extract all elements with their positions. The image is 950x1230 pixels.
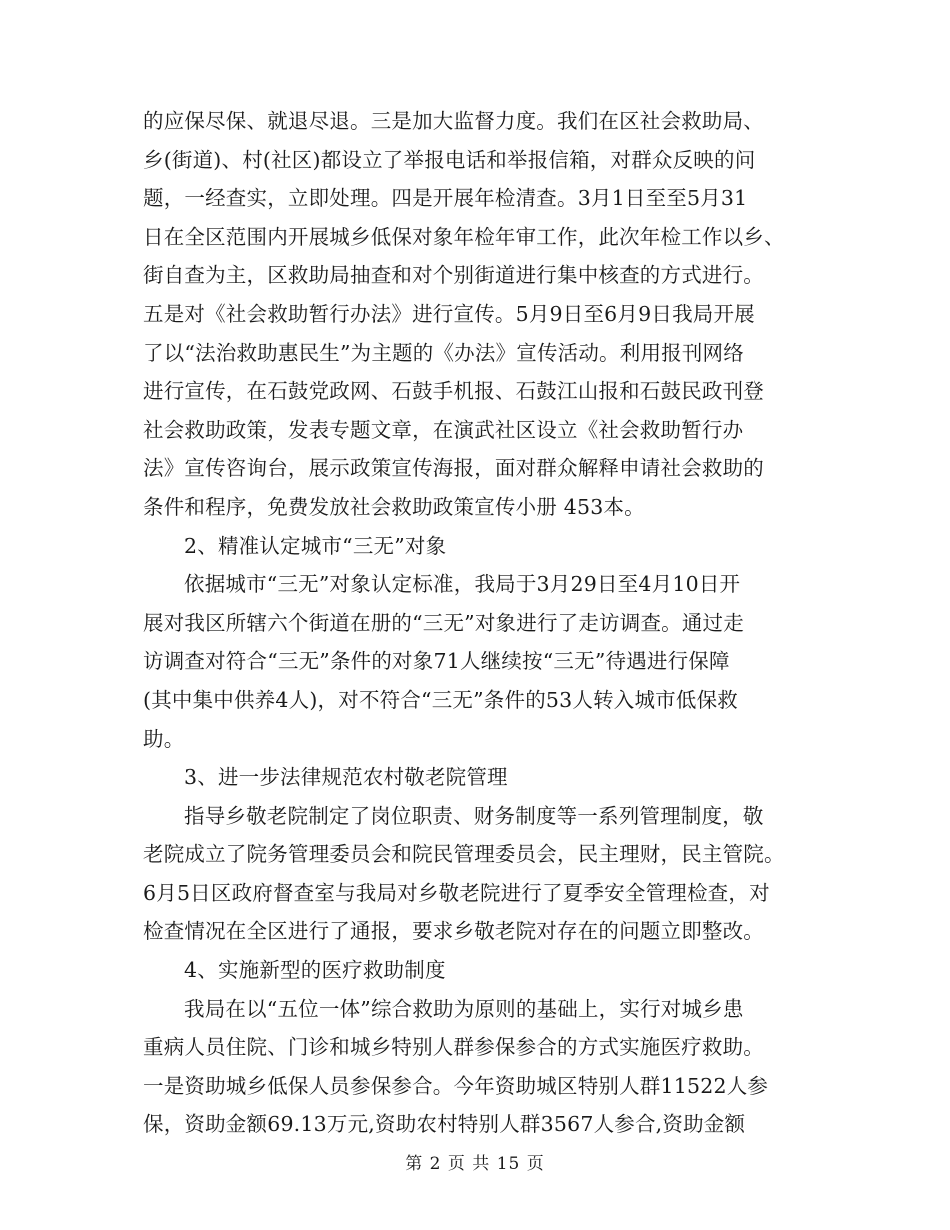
text-line: 展对我区所辖六个街道在册的“三无”对象进行了走访调查。通过走 [143,610,744,635]
text-line: 了以“法治救助惠民生”为主题的《办法》宣传活动。利用报刊网络 [143,340,744,365]
text-line: 老院成立了院务管理委员会和院民管理委员会，民主理财，民主管院。 [143,842,785,867]
text-line: 街自查为主，区救助局抽查和对个别街道进行集中核查的方式进行。 [143,263,764,288]
text-line: 3、进一步法律规范农村敬老院管理 [184,765,508,790]
text-line: 日在全区范围内开展城乡低保对象年检年审工作，此次年检工作以乡、 [143,224,785,249]
text-line: 条件和程序，免费发放社会救助政策宣传小册 453本。 [143,494,645,519]
text-line: 法》宣传咨询台，展示政策宣传海报，面对群众解释申请社会救助的 [143,456,764,481]
text-line: 进行宣传，在石鼓党政网、石鼓手机报、石鼓江山报和石鼓民政刊登 [143,379,764,404]
document-body [143,102,803,1144]
text-line: 题，一经查实，立即处理。四是开展年检清查。3月1日至至5月31 [143,186,748,211]
text-line: 指导乡敬老院制定了岗位职责、财务制度等一系列管理制度，敬 [184,803,764,828]
text-line: 五是对《社会救助暂行办法》进行宣传。5月9日至6月9日我局开展 [143,301,755,326]
text-line: 的应保尽保、就退尽退。三是加大监督力度。我们在区社会救助局、 [143,109,764,133]
text-line: 乡(街道)、村(社区)都设立了举报电话和举报信箱，对群众反映的问 [143,147,756,172]
text-line: 社会救助政策，发表专题文章，在演武社区设立《社会救助暂行办 [143,417,744,442]
text-line: 我局在以“五位一体”综合救助为原则的基础上，实行对城乡患 [184,996,744,1021]
text-line: 2、精准认定城市“三无”对象 [184,533,447,558]
text-line: 访调查对符合“三无”条件的对象71人继续按“三无”待遇进行保障 [143,649,730,674]
text-line: (其中集中供养4人)，对不符合“三无”条件的53人转入城市低保救 [143,687,738,712]
text-line: 4、实施新型的医疗救助制度 [184,958,446,983]
text-line: 保，资助金额69.13万元,资助农村特别人群3567人参合,资助金额 [143,1112,746,1137]
text-line: 重病人员住院、门诊和城乡特别人群参保参合的方式实施医疗救助。 [143,1035,764,1060]
text-line: 一是资助城乡低保人员参保参合。今年资助城区特别人群11522人参 [143,1073,769,1098]
text-line: 助。 [143,726,185,751]
text-line: 6月5日区政府督查室与我局对乡敬老院进行了夏季安全管理检查，对 [143,880,770,905]
text-line: 依据城市“三无”对象认定标准，我局于3月29日至4月10日开 [184,572,741,597]
page-number: 第 2 页 共 15 页 [405,1154,545,1174]
text-line: 检查情况在全区进行了通报，要求乡敬老院对存在的问题立即整改。 [143,919,764,944]
